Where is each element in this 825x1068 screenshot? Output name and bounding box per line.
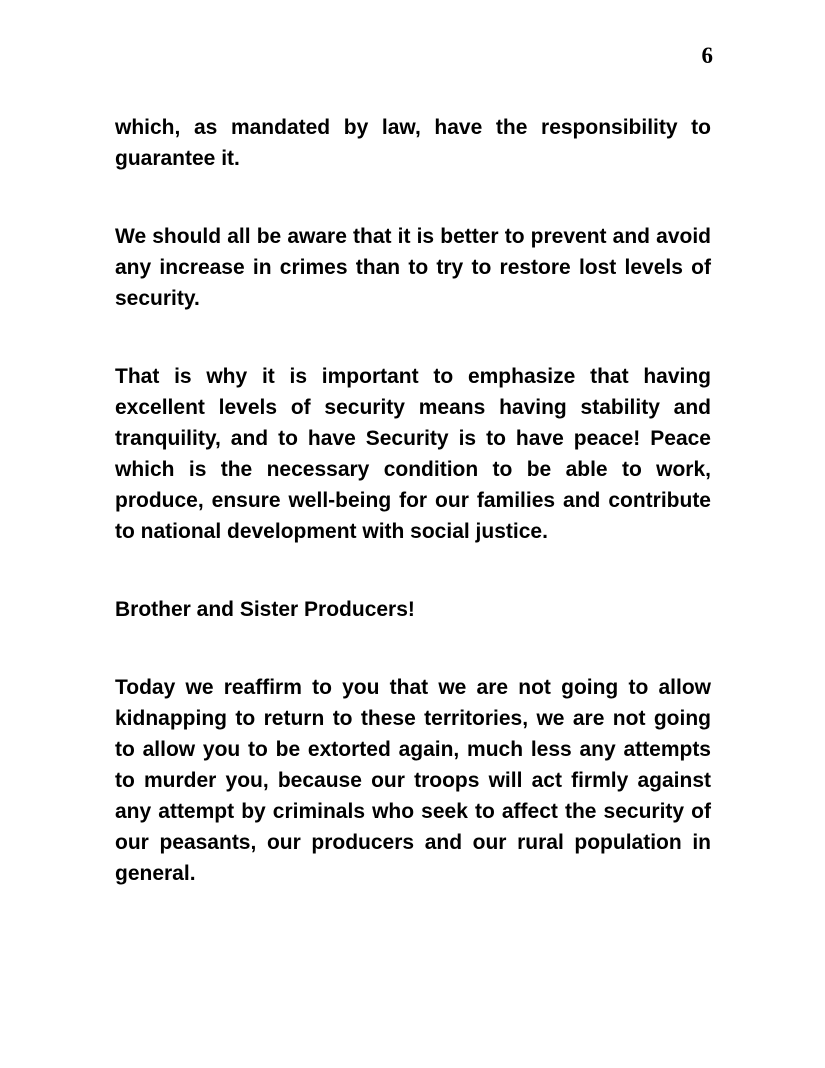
paragraph: Today we reaffirm to you that we are not going to allow kidnapping to return to these territories, we are not going to allow you to be extorted again, much less any attempts to murder you, because our troops will act firmly against any attempt by criminals who seek to affect the security of our peasants, our producers and our rural population in general. [115,676,711,885]
document-body [115,112,711,889]
paragraph: which, as mandated by law, have the responsibility to guarantee it. [115,116,711,170]
paragraph-salutation: Brother and Sister Producers! [115,598,415,621]
paragraph: We should all be aware that it is better to prevent and avoid any increase in crimes than to try to restore lost levels of security. [115,225,711,310]
paragraph: That is why it is important to emphasize that having excellent levels of security means having stability and tranquility, and to have Security is to have peace! Peace which is the necessary condition to be able to work, produce, ensure well-being for our families and contribute to national development with social justice. [115,365,711,543]
page-number: 6 [701,43,713,68]
